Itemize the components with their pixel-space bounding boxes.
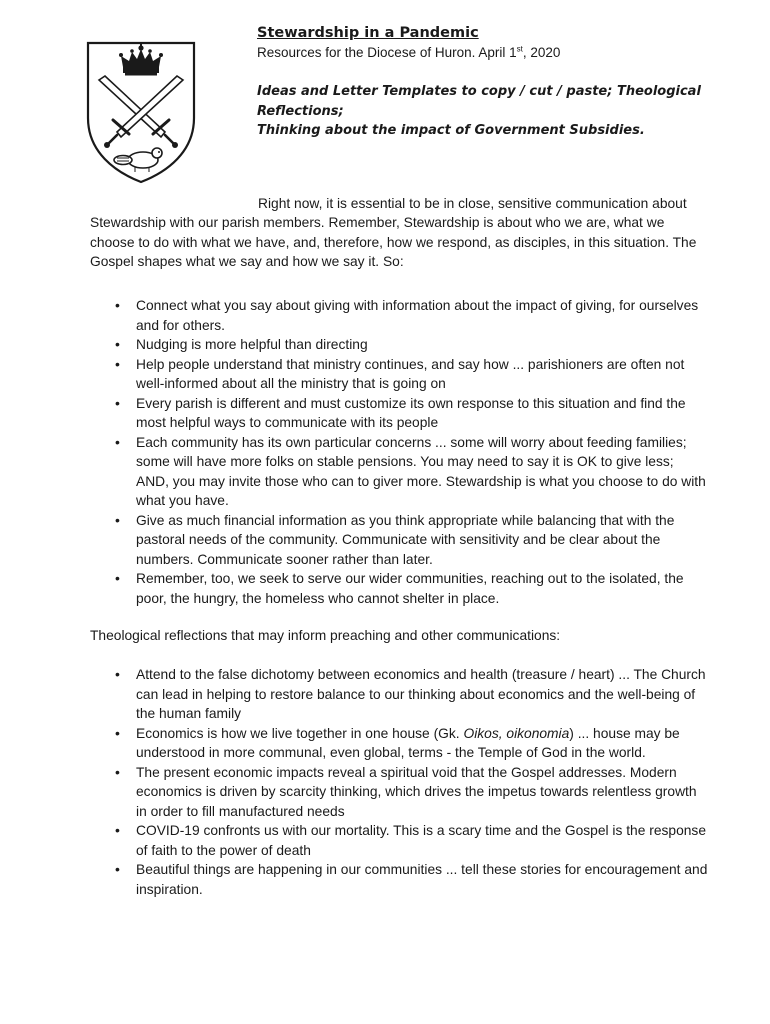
list-item: • The present economic impacts reveal a spiritual void that the Gospel addresses. Modern economics is driven by scarcity thinking, which drives the impetus towards relentless growth in order to fill manufactured needs: [90, 763, 708, 822]
intro-paragraph: [90, 194, 708, 272]
resources-description: [257, 82, 727, 141]
list-item: • Each community has its own particular concerns ... some will worry about feeding families; some will have more folks on stable pensions. You may need to say it is OK to give less; AND, you may invite those who can to giver more. Stewardship is what you choose to do with what you have.: [90, 433, 708, 511]
intro-text: Right now, it is essential to be in close, sensitive communication about Stewardship with our parish members. Remember, Stewardship is about who we are, what we choose to do with what we have, and, therefore, how we respond, as disciples, in this situation. The Gospel shapes what we say and how we say it. So:: [90, 195, 697, 270]
subtitle-superscript: st: [516, 44, 523, 54]
subtitle-date-suffix: , 2020: [522, 45, 561, 60]
list-item: • Connect what you say about giving with information about the impact of giving, for ourselves and for others.: [90, 296, 708, 335]
theological-list: [90, 665, 708, 899]
item-text: ) ... house may be understood in more communal, even global, terms - the Temple of God in the world.: [136, 725, 680, 760]
list-item: • COVID-19 confronts us with our mortality. This is a scary time and the Gospel is the response of faith to the power of death: [90, 821, 708, 860]
document-title: Stewardship in a Pandemic: [257, 25, 479, 41]
list-item: [90, 724, 708, 763]
item-text: Economics is how we live together in one house (Gk.: [136, 725, 464, 741]
document-subtitle: [257, 43, 727, 62]
list-item: • Remember, too, we seek to serve our wider communities, reaching out to the isolated, the poor, the hungry, the homeless who cannot shelter in place.: [90, 569, 708, 608]
list-item: • Beautiful things are happening in our communities ... tell these stories for encouragement and inspiration.: [90, 860, 708, 899]
list-item: • Give as much financial information as you think appropriate while balancing that with the pastoral needs of the community. Communicate with sensitivity and be clear about the numbers. Communicate sooner rather than later.: [90, 511, 708, 570]
list-item: • Help people understand that ministry continues, and say how ... parishioners are often not well-informed about all the ministry that is going on: [90, 355, 708, 394]
subtitle-text: Resources for the Diocese of Huron. April 1: [257, 45, 517, 60]
list-item: • Every parish is different and must customize its own response to this situation and find the most helpful ways to communicate with its people: [90, 394, 708, 433]
list-item: • Attend to the false dichotomy between economics and health (treasure / heart) ... The Church can lead in helping to restore balance to our thinking about economics and the well-being of the human family: [90, 665, 708, 724]
item-italic-term: Oikos, oikonomia: [463, 725, 570, 741]
resources-line-1: Ideas and Letter Templates to copy / cut / paste; Theological Reflections;: [257, 84, 701, 119]
list-item: • Nudging is more helpful than directing: [90, 335, 708, 355]
resources-line-2: Thinking about the impact of Government Subsidies.: [257, 123, 645, 138]
theological-heading: Theological reflections that may inform preaching and other communications:: [90, 628, 561, 643]
header-block: [257, 24, 727, 141]
guidance-list: [90, 296, 708, 608]
diocese-crest-icon: [85, 40, 197, 184]
